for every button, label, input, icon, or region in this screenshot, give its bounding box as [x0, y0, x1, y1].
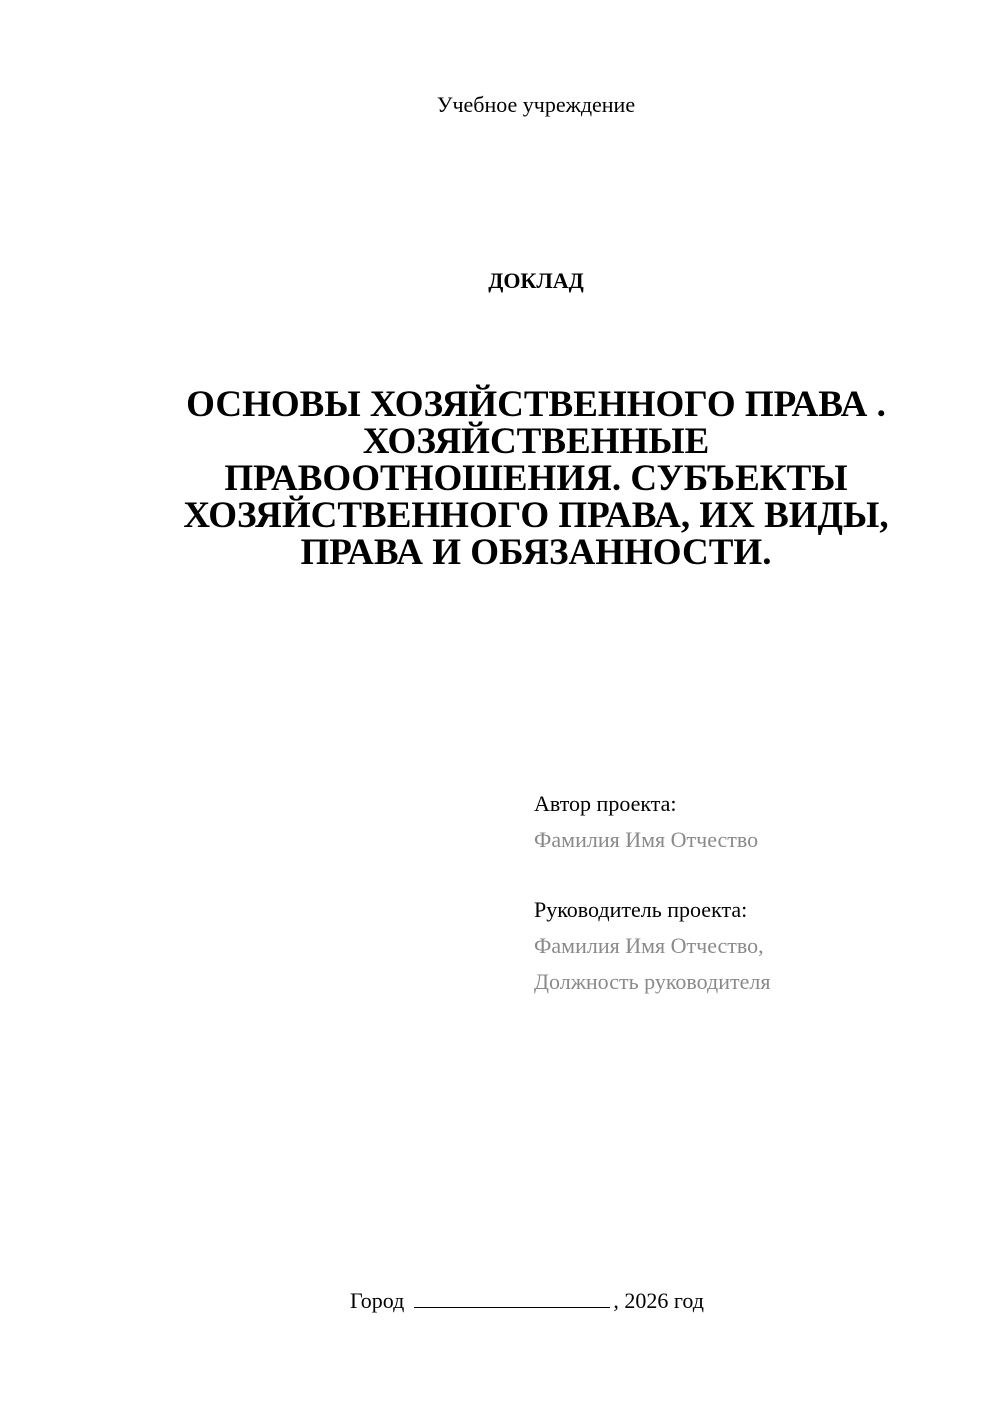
report-title-line-5: ПРАВА И ОБЯЗАННОСТИ.: [300, 532, 772, 573]
city-blank-underline: [414, 1289, 610, 1308]
author-block: [534, 786, 758, 858]
report-title-line-3: ПРАВООТНОШЕНИЯ. СУБЪЕКТЫ: [224, 458, 848, 499]
supervisor-position: Должность руководителя: [534, 969, 771, 994]
institution-name: Учебное учреждение: [436, 92, 636, 117]
report-title-line-1: ОСНОВЫ ХОЗЯЙСТВЕННОГО ПРАВА .: [186, 384, 886, 425]
report-title: [150, 386, 922, 571]
document-type: ДОКЛАД: [488, 268, 584, 293]
supervisor-block: [534, 892, 770, 1000]
author-name: Фамилия Имя Отчество: [534, 827, 759, 852]
author-label: Автор проекта:: [534, 791, 677, 816]
supervisor-name: Фамилия Имя Отчество,: [534, 933, 764, 958]
city-year-line: [350, 1288, 704, 1314]
report-title-line-4: ХОЗЯЙСТВЕННОГО ПРАВА, ИХ ВИДЫ,: [183, 495, 889, 536]
report-title-line-2: ХОЗЯЙСТВЕННЫЕ: [362, 421, 710, 462]
year-text: , 2026 год: [613, 1288, 704, 1313]
city-label: Город: [350, 1288, 405, 1313]
supervisor-label: Руководитель проекта:: [534, 897, 748, 922]
